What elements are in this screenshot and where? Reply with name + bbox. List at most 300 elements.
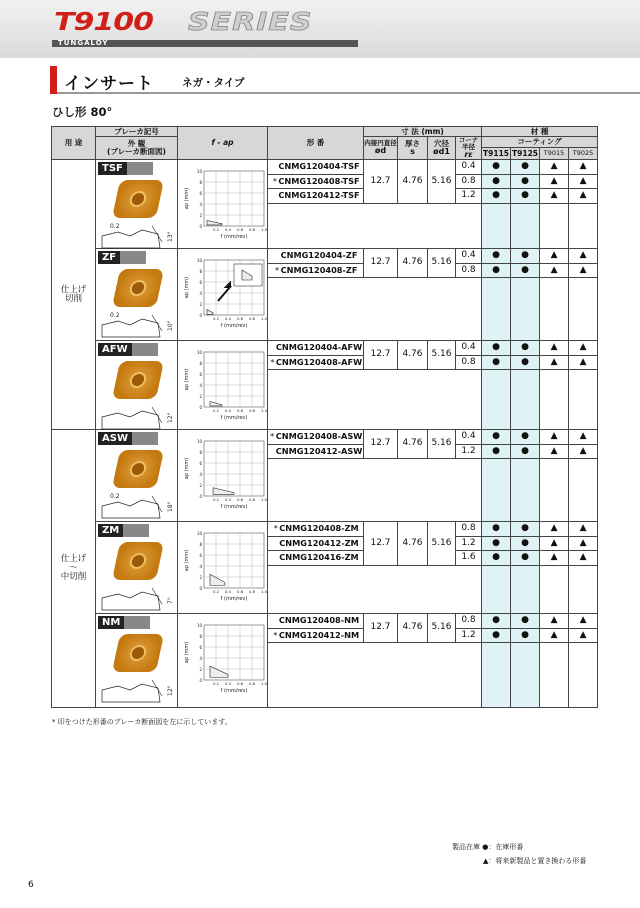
y-tick: 10 [196, 439, 202, 445]
y-axis-label: ap (mm) [184, 641, 190, 664]
breaker-code-chip [98, 432, 132, 445]
brand-logo: T9100 [54, 8, 153, 37]
grade-t9115-mark: ● [482, 341, 511, 356]
empty-cell [540, 278, 569, 341]
breaker-code-chip [98, 162, 127, 175]
breaker-profile-diagram [98, 582, 180, 612]
appearance-cell [96, 160, 178, 249]
empty-cell [511, 565, 540, 614]
x-tick: 0.6 [236, 497, 244, 503]
grade-t9115-mark: ● [482, 355, 511, 370]
use-cell: 仕上げ 切削 [52, 160, 96, 430]
x-tick: 0.4 [224, 227, 232, 233]
model-number: CNMG120412-ASW [275, 445, 363, 456]
appearance-cell [96, 430, 178, 522]
grade-t9125-mark: ● [511, 628, 540, 643]
chip-extension [127, 162, 153, 175]
grade-t9025-mark: ▲ [569, 614, 598, 629]
y-tick: 6 [199, 372, 202, 378]
coating-header: コーティング [482, 137, 598, 148]
grade-t9025-mark: ▲ [569, 551, 598, 566]
insert-photo [112, 269, 164, 307]
model-number: CNMG120408-TSF [278, 175, 360, 186]
appearance-sub: (ブレーカ断面図) [107, 147, 166, 156]
fap-cell [178, 249, 268, 341]
grade-col-t9025: T9025 [569, 148, 598, 160]
dim-d1: 5.16 [428, 341, 456, 370]
appearance-cell [96, 522, 178, 614]
y-tick: 4 [199, 472, 202, 478]
table-row [52, 160, 598, 175]
y-tick: 0 [199, 678, 202, 684]
x-axis-label: f (mm/rev) [220, 234, 248, 241]
x-tick: 0.8 [248, 408, 256, 414]
y-tick: 8 [199, 269, 202, 275]
s-header [398, 137, 428, 160]
ic-symbol: ød [374, 146, 387, 156]
chip-extension [120, 251, 146, 264]
grade-col-t9115: T9115 [483, 148, 510, 158]
fap-cell [178, 614, 268, 708]
model-number: CNMG120412-TSF [278, 190, 360, 201]
x-tick: 0.4 [224, 497, 232, 503]
insert-hole [128, 280, 147, 296]
breaker-profile-diagram [98, 309, 180, 339]
model-number: CNMG120404-ZF [280, 250, 358, 261]
section-mark: * [273, 629, 278, 640]
dim-d1: 5.16 [428, 430, 456, 459]
y-axis-label: ap (mm) [184, 368, 190, 391]
model-cell [268, 444, 364, 459]
footnote: * 印をつけた形番のブレーカ断面図を左に示しています。 [52, 718, 232, 726]
dims-header: 寸 法 (mm) [364, 127, 482, 137]
rake-angle-label: 7° [167, 597, 174, 605]
corner-radius: 0.8 [456, 522, 482, 537]
grade-header: 材 種 [482, 127, 598, 137]
grade-t9025-mark: ▲ [569, 160, 598, 175]
dim-d1: 5.16 [428, 249, 456, 278]
y-tick: 6 [199, 280, 202, 286]
x-tick: 0.6 [236, 589, 244, 595]
empty-cell [540, 643, 569, 708]
empty-cell [268, 203, 482, 249]
s-label: 厚さ [405, 138, 420, 148]
grade-col-t9125: T9125 [512, 148, 539, 158]
insert-photo [112, 180, 164, 218]
model-number: CNMG120412-ZM [279, 537, 359, 548]
corner-radius: 0.4 [456, 249, 482, 264]
model-cell [268, 263, 364, 278]
grade-t9115-mark: ● [482, 444, 511, 459]
dim-s: 4.76 [398, 341, 428, 370]
model-number: CNMG120404-TSF [278, 161, 360, 172]
empty-cell [268, 643, 482, 708]
y-tick: 8 [199, 542, 202, 548]
y-tick: 2 [199, 302, 202, 308]
fap-cell [178, 430, 268, 522]
empty-cell [569, 370, 598, 430]
use-header: 用 途 [52, 127, 96, 160]
x-tick: 0.8 [248, 316, 256, 322]
model-cell [268, 189, 364, 204]
y-tick: 10 [196, 623, 202, 629]
section-mark: * [270, 356, 275, 367]
x-tick: 0.2 [212, 497, 220, 503]
grade-t9025-mark: ▲ [569, 444, 598, 459]
re-header [456, 137, 482, 160]
grade-t9015-mark: ▲ [540, 536, 569, 551]
y-tick: 4 [199, 656, 202, 662]
rake-angle-label: 12° [167, 685, 174, 697]
grade-t9125-mark: ● [511, 430, 540, 445]
y-tick: 10 [196, 169, 202, 175]
model-cell [268, 160, 364, 175]
grade-t9025-mark: ▲ [569, 249, 598, 264]
model-cell [268, 174, 364, 189]
fap-chart [180, 166, 268, 246]
legend-title: 製品在庫 [452, 843, 480, 851]
corner-radius: 0.8 [456, 174, 482, 189]
empty-cell [482, 278, 511, 341]
breaker-code-label: NM [102, 617, 121, 629]
y-axis-label: ap (mm) [184, 276, 190, 299]
empty-cell [540, 370, 569, 430]
y-tick: 2 [199, 667, 202, 673]
breaker-code-label: ZM [102, 525, 120, 537]
breaker-profile-diagram [98, 401, 180, 431]
y-tick: 2 [199, 213, 202, 219]
x-tick: 0.8 [248, 497, 256, 503]
y-tick: 4 [199, 383, 202, 389]
grade-t9115-mark: ● [482, 536, 511, 551]
grade-t9015-mark: ▲ [540, 551, 569, 566]
model-cell [268, 551, 364, 566]
y-axis-label: ap (mm) [184, 549, 190, 572]
grade-t9125-mark: ● [511, 444, 540, 459]
x-tick: 0.4 [224, 408, 232, 414]
grade-t9115-mark: ● [482, 160, 511, 175]
grade-t9015-mark: ▲ [540, 341, 569, 356]
model-number: CNMG120408-AFW [275, 356, 363, 367]
y-tick: 0 [199, 586, 202, 592]
chip-extension [123, 524, 149, 537]
model-number: CNMG120412-NM [278, 629, 360, 640]
grade-t9115-mark: ● [482, 189, 511, 204]
fap-chart [180, 620, 268, 700]
fap-cell [178, 522, 268, 614]
grade-t9025-mark: ▲ [569, 174, 598, 189]
empty-cell [540, 459, 569, 522]
legend-circle: ●：在庫形番 [482, 843, 524, 851]
page-number: 6 [28, 880, 34, 890]
dim-d1: 5.16 [428, 522, 456, 566]
x-axis-label: f (mm/rev) [220, 596, 248, 603]
grade-t9015-mark: ▲ [540, 430, 569, 445]
x-tick: 0.4 [224, 316, 232, 322]
x-tick: 0.4 [224, 589, 232, 595]
y-tick: 2 [199, 575, 202, 581]
insert-photo [112, 361, 164, 399]
grade-t9125-mark: ● [511, 341, 540, 356]
empty-cell [482, 203, 511, 249]
breaker-profile-diagram [98, 674, 180, 704]
grade-t9025-mark: ▲ [569, 430, 598, 445]
x-tick: 1.0 [260, 497, 268, 503]
dim-ic: 12.7 [364, 160, 398, 204]
y-tick: 0 [199, 494, 202, 500]
x-tick: 0.6 [236, 316, 244, 322]
model-cell [268, 614, 364, 629]
breaker-code-chip [98, 251, 120, 264]
rake-angle-label: 18° [167, 501, 174, 513]
breaker-code-label: ZF [102, 252, 117, 264]
empty-cell [268, 459, 482, 522]
model-number: CNMG120404-AFW [275, 342, 363, 353]
y-tick: 0 [199, 224, 202, 230]
breaker-code-header: ブレーカ記号 [96, 127, 178, 137]
empty-cell [268, 278, 482, 341]
empty-cell [569, 278, 598, 341]
x-tick: 1.0 [260, 408, 268, 414]
grade-t9125-mark: ● [511, 522, 540, 537]
fap-cell [178, 160, 268, 249]
dim-d1: 5.16 [428, 614, 456, 643]
corner-radius: 0.8 [456, 614, 482, 629]
x-tick: 1.0 [260, 227, 268, 233]
model-number: CNMG120408-NM [278, 615, 360, 626]
legend-triangle: ▲：将来新製品と置き換わる形番 [483, 857, 587, 865]
y-tick: 6 [199, 553, 202, 559]
y-tick: 8 [199, 450, 202, 456]
empty-cell [540, 565, 569, 614]
chip-extension [124, 616, 150, 629]
y-tick: 0 [199, 313, 202, 319]
grade-t9015-mark: ▲ [540, 249, 569, 264]
breaker-code-label: ASW [102, 433, 128, 445]
table-row [52, 341, 598, 356]
y-tick: 4 [199, 291, 202, 297]
model-number: CNMG120408-ZF [280, 264, 358, 275]
appearance-cell [96, 341, 178, 430]
breaker-code-chip [98, 616, 124, 629]
x-tick: 0.8 [248, 681, 256, 687]
rake-angle-label: 10° [167, 320, 174, 332]
grade-t9115-mark: ● [482, 249, 511, 264]
corner-radius: 1.2 [456, 628, 482, 643]
empty-cell [482, 370, 511, 430]
table-row [52, 430, 598, 445]
insert-table [51, 126, 598, 708]
fap-header: f - ap [178, 127, 268, 160]
insert-photo [112, 450, 164, 488]
corner-radius: 0.8 [456, 263, 482, 278]
grade-t9125-mark: ● [511, 263, 540, 278]
empty-cell [569, 459, 598, 522]
y-tick: 0 [199, 405, 202, 411]
model-number: CNMG120408-ASW [275, 431, 363, 442]
empty-cell [569, 565, 598, 614]
dim-s: 4.76 [398, 430, 428, 459]
empty-cell [482, 643, 511, 708]
x-tick: 0.6 [236, 408, 244, 414]
y-tick: 8 [199, 361, 202, 367]
y-tick: 4 [199, 202, 202, 208]
x-tick: 1.0 [260, 316, 268, 322]
d1-symbol: ød1 [433, 146, 450, 156]
corner-radius: 1.6 [456, 551, 482, 566]
model-cell [268, 430, 364, 445]
y-axis-label: ap (mm) [184, 457, 190, 480]
d1-label: 穴径 [434, 138, 449, 148]
chip-extension [132, 343, 158, 356]
y-tick: 2 [199, 394, 202, 400]
section-red-bar [50, 66, 57, 94]
y-tick: 8 [199, 634, 202, 640]
breaker-code-label: TSF [102, 163, 123, 175]
section-mark: * [273, 523, 278, 534]
insert-photo [112, 634, 164, 672]
y-tick: 6 [199, 191, 202, 197]
empty-cell [511, 278, 540, 341]
legend-title-row [452, 840, 586, 854]
grade-t9125-mark: ● [511, 160, 540, 175]
x-tick: 0.2 [212, 227, 220, 233]
fap-chart [180, 528, 268, 608]
grade-t9015-mark: ▲ [540, 444, 569, 459]
breaker-profile-diagram [98, 220, 180, 250]
grade-t9025-mark: ▲ [569, 341, 598, 356]
x-tick: 0.2 [212, 681, 220, 687]
shape-title: ひし形 80° [52, 105, 113, 119]
x-axis-label: f (mm/rev) [220, 688, 248, 695]
fap-chart [180, 255, 268, 335]
fap-chart [180, 347, 268, 427]
grade-t9125-mark: ● [511, 614, 540, 629]
legend [452, 840, 586, 868]
insert-hole [128, 645, 147, 661]
dim-s: 4.76 [398, 614, 428, 643]
grade-t9015-mark: ▲ [540, 522, 569, 537]
brand-sub: TUNGALOY [58, 39, 109, 47]
grade-t9025-mark: ▲ [569, 628, 598, 643]
grade-t9125-mark: ● [511, 536, 540, 551]
grade-t9025-mark: ▲ [569, 355, 598, 370]
dim-ic: 12.7 [364, 614, 398, 643]
appearance-cell [96, 249, 178, 341]
grade-t9125-mark: ● [511, 551, 540, 566]
empty-cell [482, 459, 511, 522]
breaker-code-chip [98, 524, 123, 537]
section-mark: * [270, 431, 275, 442]
grade-t9125-mark: ● [511, 174, 540, 189]
x-axis-label: f (mm/rev) [220, 415, 248, 422]
grade-t9025-mark: ▲ [569, 189, 598, 204]
insert-hole [128, 372, 147, 388]
x-tick: 0.2 [212, 408, 220, 414]
x-tick: 0.4 [224, 681, 232, 687]
x-tick: 0.6 [236, 227, 244, 233]
grade-t9025-mark: ▲ [569, 263, 598, 278]
dim-ic: 12.7 [364, 430, 398, 459]
grade-col-t9015: T9015 [540, 148, 569, 160]
model-cell [268, 536, 364, 551]
grade-t9015-mark: ▲ [540, 355, 569, 370]
model-number: CNMG120408-ZM [279, 523, 359, 534]
x-tick: 0.8 [248, 589, 256, 595]
land-width-label: 0.2 [110, 493, 120, 501]
breaker-profile-diagram [98, 490, 180, 520]
grade-t9015-mark: ▲ [540, 189, 569, 204]
dim-ic: 12.7 [364, 522, 398, 566]
land-width-label: 0.2 [110, 312, 120, 320]
fap-chart [180, 436, 268, 516]
model-number: CNMG120416-ZM [279, 552, 359, 563]
y-axis-label: ap (mm) [184, 187, 190, 210]
appearance-cell [96, 614, 178, 708]
corner-radius: 0.4 [456, 430, 482, 445]
chip-extension [132, 432, 158, 445]
ic-label: 内接円直径 [364, 139, 397, 148]
table-row [52, 522, 598, 537]
appearance-label: 外 観 [127, 139, 146, 149]
empty-cell [569, 643, 598, 708]
grade-t9115-mark: ● [482, 263, 511, 278]
empty-cell [511, 459, 540, 522]
re-label: コーナ半径 [458, 136, 479, 151]
table-row [52, 249, 598, 264]
dim-ic: 12.7 [364, 249, 398, 278]
grade-t9115-mark: ● [482, 614, 511, 629]
corner-radius: 0.4 [456, 160, 482, 175]
insert-hole [128, 461, 147, 477]
grade-t9125-mark: ● [511, 189, 540, 204]
breaker-code-chip [98, 343, 132, 356]
empty-cell [540, 203, 569, 249]
insert-hole [128, 191, 147, 207]
rake-angle-label: 12° [167, 412, 174, 424]
model-header: 形 番 [268, 127, 364, 160]
land-width-label: 0.2 [110, 223, 120, 231]
y-tick: 10 [196, 350, 202, 356]
grade-t9025-mark: ▲ [569, 536, 598, 551]
empty-cell [511, 370, 540, 430]
grade-t9125-mark: ● [511, 249, 540, 264]
insert-photo [112, 542, 164, 580]
dim-s: 4.76 [398, 522, 428, 566]
x-tick: 0.6 [236, 681, 244, 687]
grade-t9015-mark: ▲ [540, 174, 569, 189]
model-cell [268, 249, 364, 264]
grade-t9015-mark: ▲ [540, 263, 569, 278]
d1-header [428, 137, 456, 160]
y-tick: 8 [199, 180, 202, 186]
y-tick: 2 [199, 483, 202, 489]
grade-t9015-mark: ▲ [540, 614, 569, 629]
grade-t9125-mark: ● [511, 355, 540, 370]
re-symbol: rε [464, 149, 473, 159]
empty-cell [268, 370, 482, 430]
table-row [52, 614, 598, 629]
ic-header [364, 137, 398, 160]
corner-radius: 0.8 [456, 355, 482, 370]
s-symbol: s [410, 146, 415, 156]
grade-t9115-mark: ● [482, 522, 511, 537]
grade-t9115-mark: ● [482, 628, 511, 643]
model-cell [268, 355, 364, 370]
x-tick: 0.2 [212, 316, 220, 322]
empty-cell [569, 203, 598, 249]
breaker-code-label: AFW [102, 344, 128, 356]
